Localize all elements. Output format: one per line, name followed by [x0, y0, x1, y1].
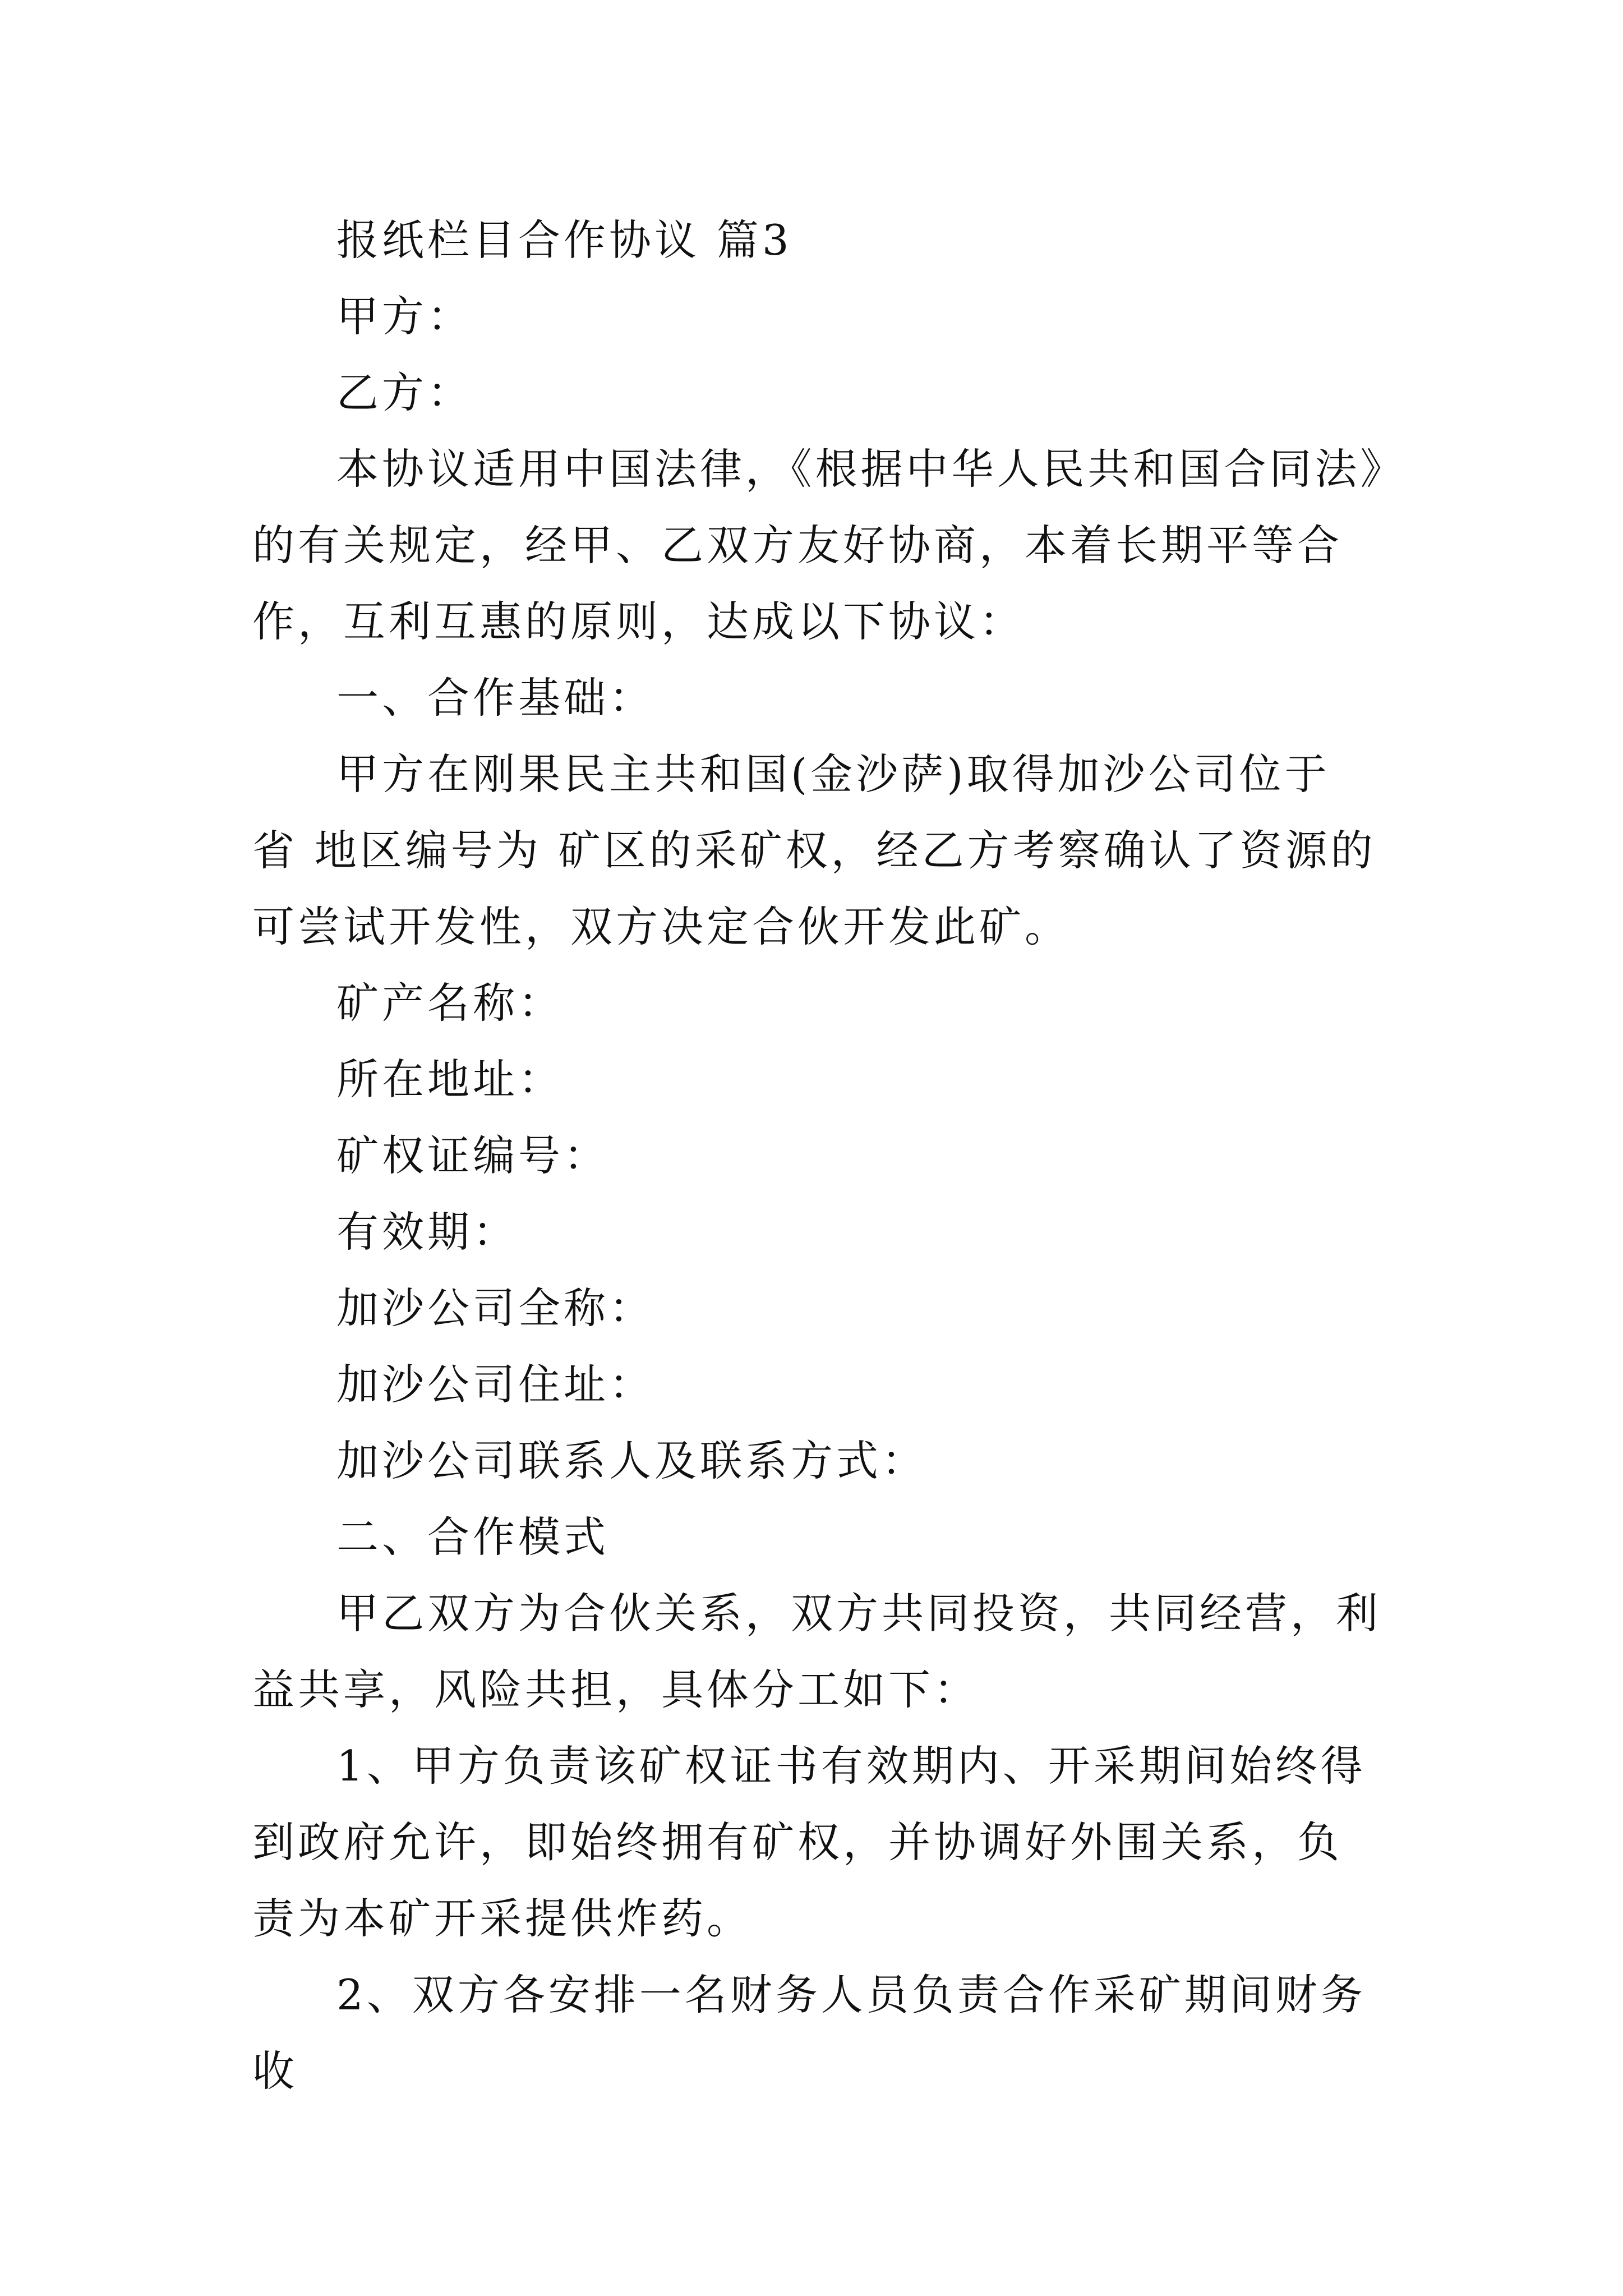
section-heading-mode: 二、合作模式	[336, 1512, 610, 1562]
party-a-line: 甲方：	[336, 292, 473, 341]
company-address-field: 加沙公司住址：	[336, 1360, 655, 1409]
mining-license-number-field: 矿权证编号：	[336, 1131, 610, 1180]
section-heading-basis: 一、合作基础：	[336, 673, 655, 723]
preamble-paragraph: 本协议适用中国法律，《根据中华人民共和国合同法》的有关规定，经甲、乙双方友好协商，本着长期平等合作，互利互惠的原则，达成以下协议：	[252, 444, 1385, 646]
mode-paragraph: 甲乙双方为合伙关系，双方共同投资，共同经营，利益共享，风险共担，具体分工如下：	[252, 1589, 1382, 1714]
clause-1-paragraph: 1、甲方负责该矿权证书有效期内、开采期间始终得到政府允许，即始终拥有矿权，并协调好外围关系，负责为本矿开采提供炸药。	[252, 1741, 1366, 1943]
document-body	[252, 202, 1385, 2109]
address-field: 所在地址：	[336, 1055, 564, 1104]
company-full-name-field: 加沙公司全称：	[336, 1283, 655, 1333]
validity-period-field: 有效期：	[336, 1207, 519, 1257]
clause-2-paragraph: 2、双方各安排一名财务人员负责合作采矿期间财务收	[252, 1970, 1366, 2096]
basis-paragraph: 甲方在刚果民主共和国(金沙萨)取得加沙公司位于 省 地区编号为 矿区的采矿权，经乙方考察确认了资源的可尝试开发性，双方决定合伙开发此矿。	[252, 749, 1376, 951]
mineral-name-field: 矿产名称：	[336, 978, 564, 1028]
party-b-line: 乙方：	[336, 368, 473, 417]
document-title: 报纸栏目合作协议 篇3	[336, 215, 792, 265]
company-contact-field: 加沙公司联系人及联系方式：	[336, 1436, 928, 1485]
